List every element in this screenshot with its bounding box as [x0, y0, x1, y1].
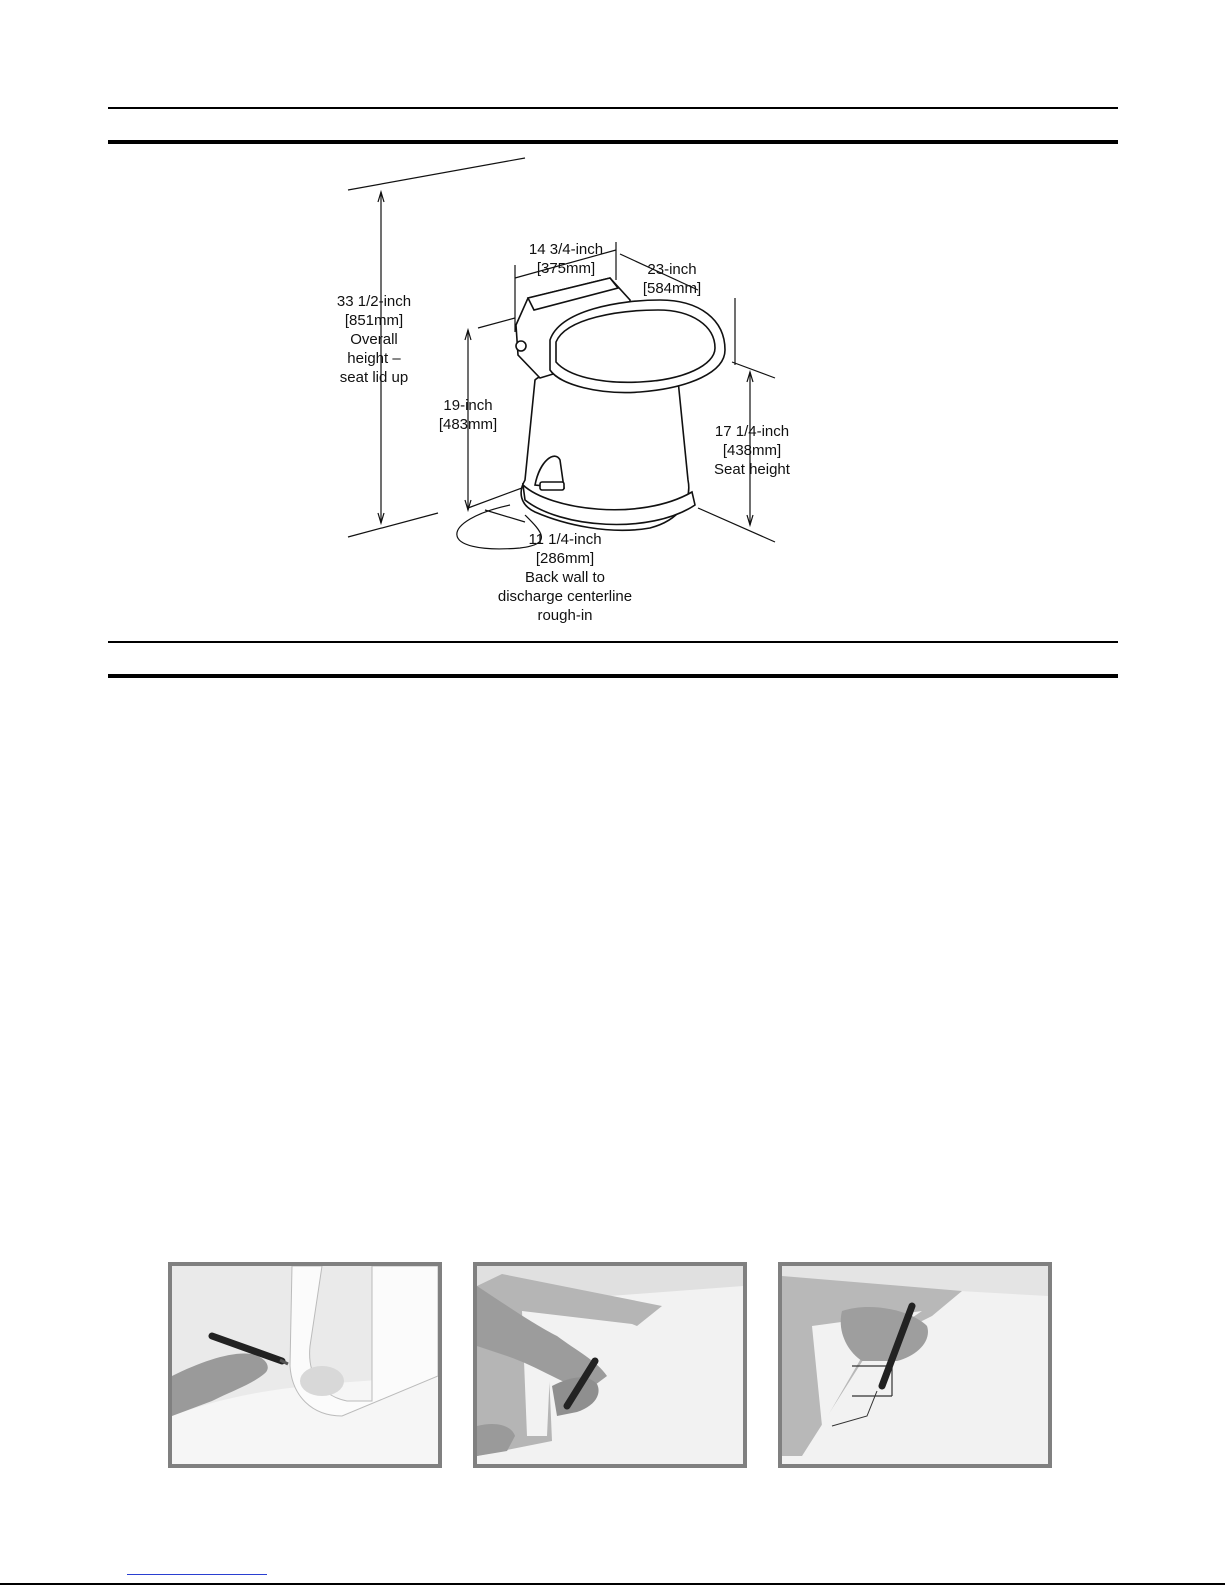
overall-height-imperial: 33 1/2-inch — [336, 293, 412, 310]
overall-height-label — [320, 292, 428, 387]
rough-in-label — [490, 530, 640, 625]
top-rule-thin — [108, 107, 1118, 109]
tank-width-imperial: 14 3/4-inch — [528, 241, 604, 258]
rough-in-metric: [286mm] — [535, 550, 595, 567]
depth-imperial: 23-inch — [647, 261, 697, 278]
overall-height-metric: [851mm] — [344, 312, 404, 329]
bowl-height-imperial: 19-inch — [443, 397, 493, 414]
bowl-height-label — [428, 396, 508, 434]
seat-height-text: Seat height — [714, 461, 790, 478]
rough-in-line1: Back wall to — [524, 569, 606, 586]
seat-height-metric: [438mm] — [722, 442, 782, 459]
overall-height-line1: Overall — [350, 331, 398, 348]
toilet-dimension-diagram — [320, 150, 820, 630]
tank-width-metric: [375mm] — [536, 260, 596, 277]
footer-link-underline[interactable] — [127, 1574, 267, 1575]
marking-toilet-base-photo — [168, 1262, 442, 1468]
rough-in-line3: rough-in — [537, 607, 593, 624]
marking-template-photo — [473, 1262, 747, 1468]
mid-rule-thick — [108, 674, 1118, 678]
tank-width-label — [516, 240, 616, 278]
seat-height-imperial: 17 1/4-inch — [714, 423, 790, 440]
depth-label — [632, 260, 712, 298]
mid-rule-thin — [108, 641, 1118, 643]
tracing-template-photo — [778, 1262, 1052, 1468]
rough-in-imperial: 11 1/4-inch — [528, 531, 602, 548]
top-rule-thick — [108, 140, 1118, 144]
overall-height-line3: seat lid up — [339, 369, 409, 386]
overall-height-line2: height – — [347, 350, 401, 367]
rough-in-line2: discharge centerline — [497, 588, 633, 605]
depth-metric: [584mm] — [642, 280, 702, 297]
seat-height-label — [702, 422, 802, 479]
bowl-height-metric: [483mm] — [438, 416, 498, 433]
